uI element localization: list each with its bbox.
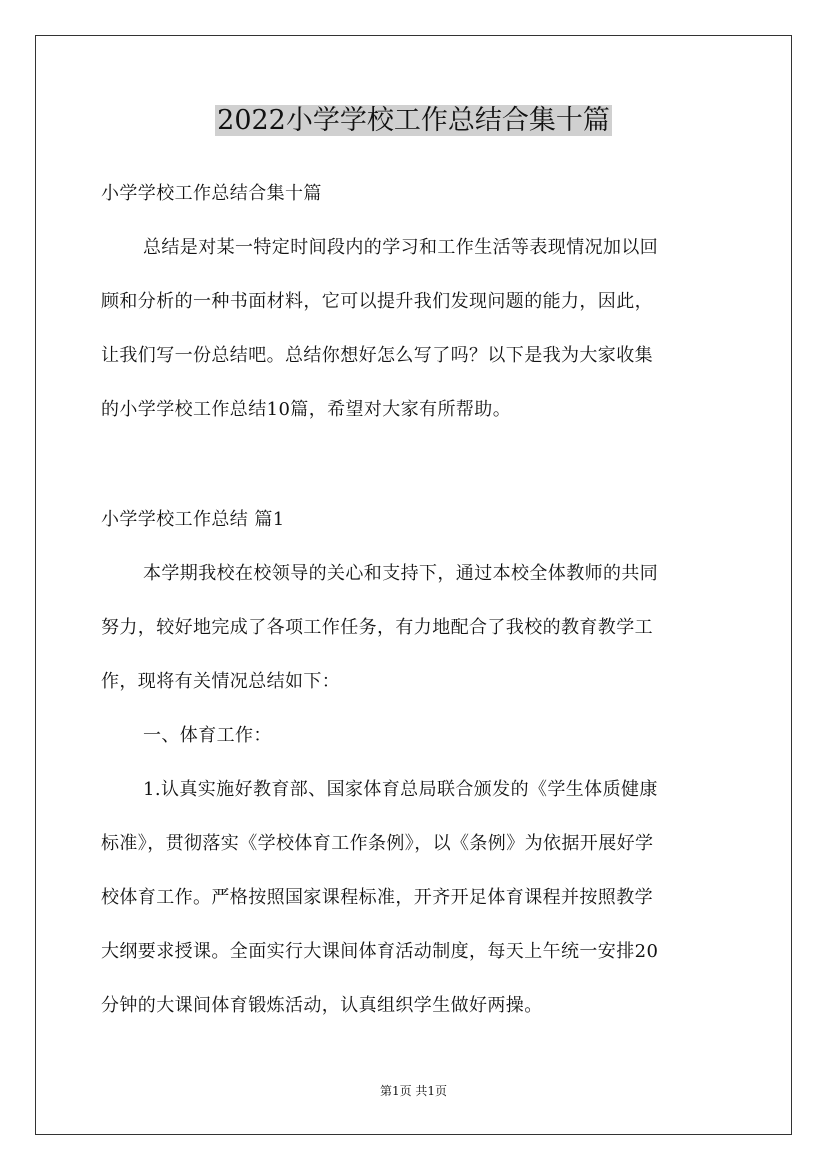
- paragraph-line: 本学期我校在校领导的关心和支持下，通过本校全体教师的共同: [143, 563, 659, 584]
- page-footer: 第1页 共1页: [379, 1084, 448, 1098]
- paragraph-line: 让我们写一份总结吧。总结你想好怎么写了吗？以下是我为大家收集: [101, 345, 653, 366]
- paragraph-line: 1.认真实施好教育部、国家体育总局联合颁发的《学生体质健康: [143, 779, 658, 800]
- paragraph-line: 努力，较好地完成了各项工作任务，有力地配合了我校的教育教学工: [101, 617, 653, 638]
- subtitle-line: 小学学校工作总结合集十篇: [101, 183, 322, 204]
- document-title: 2022小学学校工作总结合集十篇: [217, 105, 610, 136]
- paragraph-line: 大纲要求授课。全面实行大课间体育活动制度，每天上午统一安排20: [101, 941, 659, 962]
- paragraph-line: 总结是对某一特定时间段内的学习和工作生活等表现情况加以回: [143, 237, 659, 258]
- paragraph-line: 的小学学校工作总结10篇，希望对大家有所帮助。: [101, 399, 512, 420]
- paragraph-line: 顾和分析的一种书面材料，它可以提升我们发现问题的能力，因此，: [101, 291, 653, 312]
- paragraph-line: 作，现将有关情况总结如下：: [101, 671, 341, 692]
- paragraph-line: 分钟的大课间体育锻炼活动，认真组织学生做好两操。: [101, 995, 543, 1016]
- section-heading: 小学学校工作总结 篇1: [101, 509, 285, 530]
- paragraph-line: 校体育工作。严格按照国家课程标准，开齐开足体育课程并按照教学: [101, 887, 653, 908]
- paragraph-line: 标准》，贯彻落实《学校体育工作条例》，以《条例》为依据开展好学: [101, 833, 654, 854]
- subsection-heading: 一、体育工作：: [143, 725, 272, 746]
